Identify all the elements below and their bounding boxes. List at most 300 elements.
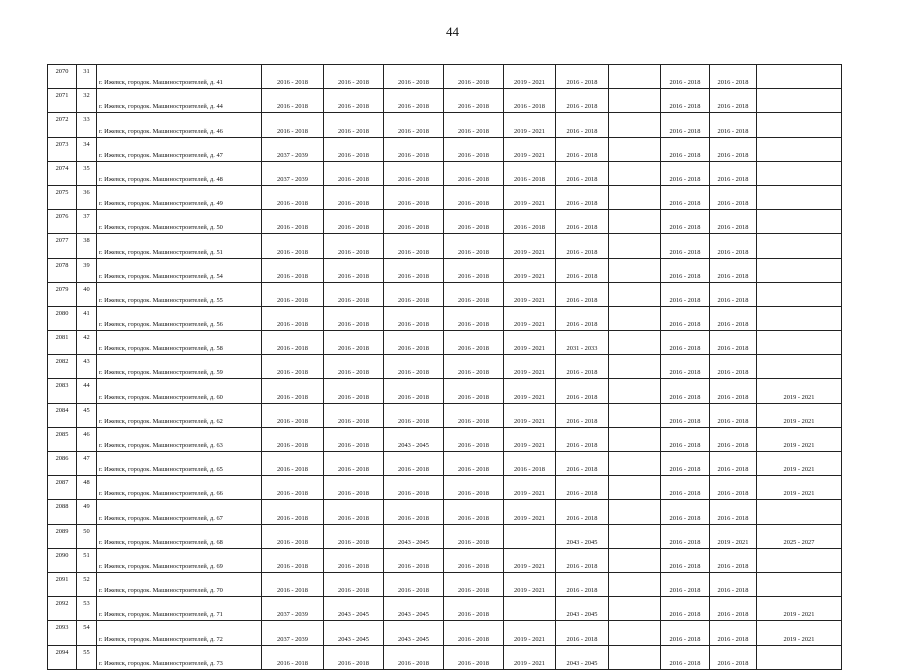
row-global-number: 2078 — [48, 258, 77, 282]
table-row — [48, 476, 842, 500]
building-address: г. Ижевск, городок. Машиностроителей, д. 41 — [97, 65, 262, 89]
repair-period-cell: 2016 - 2018 — [444, 234, 504, 258]
row-local-number: 43 — [77, 355, 97, 379]
building-address: г. Ижевск, городок. Машиностроителей, д. 73 — [97, 645, 262, 669]
building-address: г. Ижевск, городок. Машиностроителей, д. 65 — [97, 452, 262, 476]
repair-period-cell: 2016 - 2018 — [262, 355, 324, 379]
repair-period-cell: 2016 - 2018 — [661, 379, 710, 403]
repair-period-cell: 2037 - 2039 — [262, 161, 324, 185]
building-address: г. Ижевск, городок. Машиностроителей, д. 54 — [97, 258, 262, 282]
repair-period-cell — [757, 645, 842, 669]
repair-period-cell: 2016 - 2018 — [384, 89, 444, 113]
row-global-number: 2072 — [48, 113, 77, 137]
repair-period-cell: 2019 - 2021 — [504, 379, 556, 403]
repair-period-cell: 2016 - 2018 — [556, 185, 609, 209]
repair-period-cell: 2016 - 2018 — [384, 476, 444, 500]
repair-period-cell — [609, 427, 661, 451]
repair-period-cell: 2016 - 2018 — [661, 500, 710, 524]
repair-period-cell: 2019 - 2021 — [504, 113, 556, 137]
repair-period-cell — [504, 524, 556, 548]
table-row — [48, 572, 842, 596]
repair-period-cell: 2016 - 2018 — [556, 210, 609, 234]
row-global-number: 2073 — [48, 137, 77, 161]
row-global-number: 2074 — [48, 161, 77, 185]
table-row — [48, 65, 842, 89]
table-row — [48, 113, 842, 137]
repair-period-cell: 2019 - 2021 — [710, 524, 757, 548]
repair-period-cell: 2025 - 2027 — [757, 524, 842, 548]
row-global-number: 2094 — [48, 645, 77, 669]
row-global-number: 2093 — [48, 621, 77, 645]
repair-period-cell: 2016 - 2018 — [661, 331, 710, 355]
repair-period-cell: 2016 - 2018 — [444, 403, 504, 427]
repair-period-cell: 2016 - 2018 — [262, 452, 324, 476]
repair-period-cell: 2016 - 2018 — [556, 476, 609, 500]
repair-period-cell: 2016 - 2018 — [556, 89, 609, 113]
repair-period-cell: 2019 - 2021 — [504, 403, 556, 427]
repair-period-cell: 2016 - 2018 — [661, 137, 710, 161]
building-address: г. Ижевск, городок. Машиностроителей, д. 48 — [97, 161, 262, 185]
row-global-number: 2070 — [48, 65, 77, 89]
row-local-number: 31 — [77, 65, 97, 89]
repair-period-cell: 2016 - 2018 — [556, 161, 609, 185]
repair-period-cell: 2016 - 2018 — [324, 500, 384, 524]
repair-period-cell: 2016 - 2018 — [556, 113, 609, 137]
repair-period-cell: 2016 - 2018 — [324, 65, 384, 89]
repair-period-cell: 2016 - 2018 — [444, 427, 504, 451]
repair-period-cell: 2016 - 2018 — [444, 161, 504, 185]
building-address: г. Ижевск, городок. Машиностроителей, д. 58 — [97, 331, 262, 355]
repair-period-cell: 2016 - 2018 — [262, 65, 324, 89]
repair-period-cell: 2016 - 2018 — [384, 403, 444, 427]
row-global-number: 2086 — [48, 452, 77, 476]
repair-period-cell: 2016 - 2018 — [262, 331, 324, 355]
table-row — [48, 137, 842, 161]
repair-period-cell: 2016 - 2018 — [262, 234, 324, 258]
row-local-number: 49 — [77, 500, 97, 524]
repair-period-cell — [757, 258, 842, 282]
table-row — [48, 452, 842, 476]
repair-period-cell — [757, 331, 842, 355]
repair-period-cell: 2016 - 2018 — [324, 476, 384, 500]
repair-period-cell: 2019 - 2021 — [504, 427, 556, 451]
repair-period-cell: 2016 - 2018 — [384, 282, 444, 306]
repair-period-cell: 2016 - 2018 — [384, 234, 444, 258]
row-global-number: 2088 — [48, 500, 77, 524]
table-row — [48, 331, 842, 355]
repair-period-cell: 2016 - 2018 — [504, 452, 556, 476]
repair-period-cell: 2016 - 2018 — [324, 282, 384, 306]
repair-period-cell: 2019 - 2021 — [757, 452, 842, 476]
row-global-number: 2076 — [48, 210, 77, 234]
repair-period-cell: 2016 - 2018 — [384, 258, 444, 282]
repair-period-cell: 2016 - 2018 — [324, 452, 384, 476]
repair-period-cell: 2043 - 2045 — [324, 621, 384, 645]
repair-period-cell: 2016 - 2018 — [661, 476, 710, 500]
repair-period-cell — [757, 89, 842, 113]
repair-period-cell: 2016 - 2018 — [324, 379, 384, 403]
table-row — [48, 427, 842, 451]
row-local-number: 39 — [77, 258, 97, 282]
repair-period-cell: 2016 - 2018 — [710, 185, 757, 209]
repair-period-cell: 2016 - 2018 — [556, 427, 609, 451]
repair-period-cell: 2019 - 2021 — [504, 282, 556, 306]
repair-period-cell: 2019 - 2021 — [504, 621, 556, 645]
repair-period-cell: 2016 - 2018 — [661, 452, 710, 476]
repair-period-cell: 2037 - 2039 — [262, 597, 324, 621]
repair-period-cell: 2016 - 2018 — [262, 89, 324, 113]
repair-period-cell: 2016 - 2018 — [262, 500, 324, 524]
repair-period-cell: 2016 - 2018 — [324, 113, 384, 137]
repair-period-cell — [609, 161, 661, 185]
building-address: г. Ижевск, городок. Машиностроителей, д. 46 — [97, 113, 262, 137]
row-global-number: 2082 — [48, 355, 77, 379]
repair-period-cell: 2016 - 2018 — [556, 258, 609, 282]
row-global-number: 2075 — [48, 185, 77, 209]
repair-period-cell — [609, 645, 661, 669]
table-row — [48, 282, 842, 306]
table-row — [48, 500, 842, 524]
repair-period-cell: 2019 - 2021 — [504, 258, 556, 282]
repair-period-cell — [609, 572, 661, 596]
repair-period-cell: 2016 - 2018 — [661, 306, 710, 330]
row-local-number: 41 — [77, 306, 97, 330]
repair-period-cell: 2016 - 2018 — [556, 548, 609, 572]
repair-period-cell: 2043 - 2045 — [384, 597, 444, 621]
repair-period-cell: 2016 - 2018 — [710, 379, 757, 403]
repair-period-cell — [757, 282, 842, 306]
repair-period-cell: 2016 - 2018 — [661, 113, 710, 137]
repair-period-cell — [609, 65, 661, 89]
row-local-number: 34 — [77, 137, 97, 161]
repair-period-cell: 2016 - 2018 — [444, 331, 504, 355]
repair-period-cell: 2016 - 2018 — [324, 185, 384, 209]
repair-period-cell: 2016 - 2018 — [710, 234, 757, 258]
repair-period-cell — [757, 572, 842, 596]
row-local-number: 46 — [77, 427, 97, 451]
repair-period-cell — [609, 331, 661, 355]
repair-period-cell: 2016 - 2018 — [710, 572, 757, 596]
repair-period-cell: 2016 - 2018 — [710, 306, 757, 330]
repair-period-cell: 2016 - 2018 — [384, 645, 444, 669]
building-address: г. Ижевск, городок. Машиностроителей, д. 51 — [97, 234, 262, 258]
repair-period-cell: 2016 - 2018 — [661, 524, 710, 548]
repair-period-cell: 2016 - 2018 — [556, 379, 609, 403]
repair-period-cell: 2016 - 2018 — [444, 306, 504, 330]
repair-period-cell: 2031 - 2033 — [556, 331, 609, 355]
repair-period-cell: 2016 - 2018 — [556, 282, 609, 306]
row-local-number: 53 — [77, 597, 97, 621]
repair-period-cell — [609, 403, 661, 427]
repair-period-cell: 2016 - 2018 — [384, 161, 444, 185]
repair-period-cell: 2016 - 2018 — [262, 258, 324, 282]
table-row — [48, 548, 842, 572]
repair-period-cell: 2016 - 2018 — [262, 306, 324, 330]
row-local-number: 38 — [77, 234, 97, 258]
repair-period-cell: 2016 - 2018 — [710, 403, 757, 427]
repair-period-cell: 2037 - 2039 — [262, 137, 324, 161]
repair-period-cell: 2019 - 2021 — [757, 621, 842, 645]
building-address: г. Ижевск, городок. Машиностроителей, д. 63 — [97, 427, 262, 451]
repair-period-cell: 2019 - 2021 — [504, 234, 556, 258]
repair-period-cell — [609, 452, 661, 476]
repair-period-cell — [757, 185, 842, 209]
building-address: г. Ижевск, городок. Машиностроителей, д. 56 — [97, 306, 262, 330]
repair-period-cell: 2016 - 2018 — [661, 621, 710, 645]
repair-period-cell: 2016 - 2018 — [444, 476, 504, 500]
repair-period-cell: 2016 - 2018 — [324, 331, 384, 355]
repair-period-cell: 2016 - 2018 — [661, 427, 710, 451]
repair-period-cell: 2043 - 2045 — [556, 524, 609, 548]
building-address: г. Ижевск, городок. Машиностроителей, д. 44 — [97, 89, 262, 113]
repair-period-cell: 2016 - 2018 — [324, 572, 384, 596]
repair-period-cell: 2016 - 2018 — [556, 306, 609, 330]
repair-period-cell: 2019 - 2021 — [504, 185, 556, 209]
repair-period-cell: 2016 - 2018 — [262, 548, 324, 572]
repair-period-cell: 2016 - 2018 — [324, 306, 384, 330]
table-row — [48, 403, 842, 427]
repair-period-cell: 2019 - 2021 — [504, 65, 556, 89]
repair-period-cell: 2016 - 2018 — [710, 476, 757, 500]
repair-period-cell: 2016 - 2018 — [444, 621, 504, 645]
repair-period-cell — [609, 548, 661, 572]
repair-period-cell: 2016 - 2018 — [710, 621, 757, 645]
repair-period-cell: 2016 - 2018 — [324, 355, 384, 379]
repair-period-cell: 2019 - 2021 — [757, 427, 842, 451]
repair-period-cell: 2043 - 2045 — [384, 621, 444, 645]
row-local-number: 48 — [77, 476, 97, 500]
repair-period-cell — [757, 137, 842, 161]
repair-period-cell: 2016 - 2018 — [504, 89, 556, 113]
repair-period-cell — [609, 137, 661, 161]
table-row — [48, 210, 842, 234]
table-row — [48, 597, 842, 621]
repair-period-cell — [757, 210, 842, 234]
repair-period-cell — [757, 548, 842, 572]
repair-period-cell: 2016 - 2018 — [444, 137, 504, 161]
repair-period-cell: 2016 - 2018 — [661, 65, 710, 89]
building-address: г. Ижевск, городок. Машиностроителей, д. 68 — [97, 524, 262, 548]
repair-period-cell: 2016 - 2018 — [710, 137, 757, 161]
repair-period-cell: 2037 - 2039 — [262, 621, 324, 645]
table-row — [48, 355, 842, 379]
repair-period-cell: 2016 - 2018 — [262, 282, 324, 306]
repair-period-cell: 2016 - 2018 — [262, 645, 324, 669]
row-global-number: 2077 — [48, 234, 77, 258]
row-local-number: 40 — [77, 282, 97, 306]
repair-period-cell: 2019 - 2021 — [504, 476, 556, 500]
repair-period-cell: 2016 - 2018 — [384, 306, 444, 330]
repair-period-cell: 2016 - 2018 — [710, 645, 757, 669]
repair-period-cell: 2016 - 2018 — [710, 210, 757, 234]
repair-period-cell: 2016 - 2018 — [324, 524, 384, 548]
repair-period-cell: 2019 - 2021 — [504, 572, 556, 596]
repair-period-cell: 2016 - 2018 — [262, 403, 324, 427]
repair-period-cell: 2016 - 2018 — [661, 234, 710, 258]
repair-period-cell: 2016 - 2018 — [324, 258, 384, 282]
repair-period-cell: 2019 - 2021 — [757, 403, 842, 427]
repair-period-cell: 2043 - 2045 — [384, 524, 444, 548]
repair-period-cell — [609, 210, 661, 234]
repair-period-cell: 2016 - 2018 — [324, 137, 384, 161]
repair-period-cell: 2016 - 2018 — [556, 65, 609, 89]
row-local-number: 47 — [77, 452, 97, 476]
repair-period-cell: 2019 - 2021 — [504, 355, 556, 379]
repair-period-cell: 2043 - 2045 — [324, 597, 384, 621]
repair-period-cell: 2016 - 2018 — [262, 210, 324, 234]
repair-period-cell — [609, 89, 661, 113]
repair-period-cell — [757, 355, 842, 379]
repair-period-cell: 2016 - 2018 — [710, 65, 757, 89]
repair-period-cell: 2016 - 2018 — [710, 331, 757, 355]
row-global-number: 2083 — [48, 379, 77, 403]
repair-period-cell: 2016 - 2018 — [262, 427, 324, 451]
repair-period-cell: 2016 - 2018 — [384, 210, 444, 234]
row-global-number: 2081 — [48, 331, 77, 355]
row-local-number: 54 — [77, 621, 97, 645]
repair-period-cell: 2016 - 2018 — [504, 161, 556, 185]
repair-period-cell — [609, 282, 661, 306]
row-global-number: 2089 — [48, 524, 77, 548]
repair-period-cell: 2016 - 2018 — [262, 379, 324, 403]
repair-period-cell: 2016 - 2018 — [384, 331, 444, 355]
repair-period-cell — [757, 234, 842, 258]
building-address: г. Ижевск, городок. Машиностроителей, д. 72 — [97, 621, 262, 645]
repair-period-cell — [609, 306, 661, 330]
table-row — [48, 306, 842, 330]
repair-period-cell: 2016 - 2018 — [556, 355, 609, 379]
repair-period-cell: 2016 - 2018 — [444, 379, 504, 403]
repair-period-cell: 2016 - 2018 — [661, 597, 710, 621]
repair-period-cell: 2016 - 2018 — [384, 185, 444, 209]
repair-period-cell — [757, 113, 842, 137]
repair-period-cell — [609, 258, 661, 282]
table-row — [48, 258, 842, 282]
repair-period-cell: 2016 - 2018 — [384, 65, 444, 89]
building-address: г. Ижевск, городок. Машиностроителей, д. 55 — [97, 282, 262, 306]
repair-period-cell: 2016 - 2018 — [661, 89, 710, 113]
table-row — [48, 185, 842, 209]
row-local-number: 36 — [77, 185, 97, 209]
repair-period-cell — [609, 476, 661, 500]
repair-period-cell: 2016 - 2018 — [444, 258, 504, 282]
row-local-number: 32 — [77, 89, 97, 113]
building-address: г. Ижевск, городок. Машиностроителей, д. 69 — [97, 548, 262, 572]
repair-period-cell: 2043 - 2045 — [556, 597, 609, 621]
building-address: г. Ижевск, городок. Машиностроителей, д. 49 — [97, 185, 262, 209]
repair-period-cell: 2016 - 2018 — [444, 500, 504, 524]
repair-period-cell: 2016 - 2018 — [710, 113, 757, 137]
repair-period-cell — [609, 524, 661, 548]
row-global-number: 2079 — [48, 282, 77, 306]
repair-period-cell: 2016 - 2018 — [710, 161, 757, 185]
row-global-number: 2090 — [48, 548, 77, 572]
row-local-number: 33 — [77, 113, 97, 137]
repair-period-cell: 2016 - 2018 — [710, 548, 757, 572]
repair-period-cell: 2016 - 2018 — [324, 427, 384, 451]
building-address: г. Ижевск, городок. Машиностроителей, д. 50 — [97, 210, 262, 234]
repair-period-cell: 2016 - 2018 — [661, 210, 710, 234]
repair-period-cell: 2016 - 2018 — [556, 452, 609, 476]
repair-period-cell — [504, 597, 556, 621]
repair-period-cell: 2019 - 2021 — [504, 306, 556, 330]
repair-period-cell: 2016 - 2018 — [324, 161, 384, 185]
repair-period-cell: 2016 - 2018 — [556, 137, 609, 161]
repair-period-cell: 2016 - 2018 — [444, 355, 504, 379]
repair-period-cell: 2016 - 2018 — [661, 572, 710, 596]
repair-period-cell: 2016 - 2018 — [384, 572, 444, 596]
repair-period-cell: 2016 - 2018 — [710, 258, 757, 282]
repair-period-cell: 2016 - 2018 — [710, 282, 757, 306]
repair-period-cell: 2019 - 2021 — [504, 137, 556, 161]
repair-period-cell: 2016 - 2018 — [556, 500, 609, 524]
repair-period-cell: 2019 - 2021 — [504, 645, 556, 669]
repair-period-cell: 2016 - 2018 — [444, 597, 504, 621]
repair-period-cell: 2016 - 2018 — [661, 645, 710, 669]
repair-period-cell: 2016 - 2018 — [384, 113, 444, 137]
repair-period-cell: 2016 - 2018 — [384, 452, 444, 476]
building-address: г. Ижевск, городок. Машиностроителей, д. 47 — [97, 137, 262, 161]
row-global-number: 2092 — [48, 597, 77, 621]
repair-period-cell — [609, 113, 661, 137]
repair-period-cell: 2016 - 2018 — [710, 500, 757, 524]
repair-period-cell: 2016 - 2018 — [710, 597, 757, 621]
repair-period-cell: 2016 - 2018 — [444, 113, 504, 137]
building-address: г. Ижевск, городок. Машиностроителей, д. 59 — [97, 355, 262, 379]
repair-period-cell: 2019 - 2021 — [757, 597, 842, 621]
building-address: г. Ижевск, городок. Машиностроителей, д. 70 — [97, 572, 262, 596]
building-address: г. Ижевск, городок. Машиностроителей, д. 67 — [97, 500, 262, 524]
repair-period-cell: 2016 - 2018 — [444, 548, 504, 572]
building-address: г. Ижевск, городок. Машиностроителей, д. 62 — [97, 403, 262, 427]
row-global-number: 2071 — [48, 89, 77, 113]
repair-period-cell: 2016 - 2018 — [324, 89, 384, 113]
repair-period-cell: 2016 - 2018 — [262, 524, 324, 548]
repair-period-cell: 2016 - 2018 — [556, 234, 609, 258]
row-local-number: 35 — [77, 161, 97, 185]
repair-period-cell: 2016 - 2018 — [262, 572, 324, 596]
repair-period-cell: 2016 - 2018 — [556, 621, 609, 645]
repair-period-cell: 2016 - 2018 — [504, 210, 556, 234]
repair-period-cell: 2016 - 2018 — [710, 355, 757, 379]
building-address: г. Ижевск, городок. Машиностроителей, д. 66 — [97, 476, 262, 500]
repair-period-cell: 2016 - 2018 — [710, 427, 757, 451]
table-row — [48, 621, 842, 645]
repair-period-cell: 2019 - 2021 — [504, 331, 556, 355]
repair-period-cell: 2016 - 2018 — [444, 645, 504, 669]
repair-period-cell: 2016 - 2018 — [324, 234, 384, 258]
repair-period-cell: 2016 - 2018 — [384, 548, 444, 572]
repair-schedule-table — [47, 64, 842, 670]
repair-period-cell: 2016 - 2018 — [444, 210, 504, 234]
repair-period-cell: 2016 - 2018 — [444, 452, 504, 476]
table-row — [48, 379, 842, 403]
table-row — [48, 161, 842, 185]
repair-period-cell: 2016 - 2018 — [661, 403, 710, 427]
repair-period-cell — [609, 185, 661, 209]
row-global-number: 2091 — [48, 572, 77, 596]
table-row — [48, 645, 842, 669]
repair-period-cell — [757, 65, 842, 89]
repair-period-cell — [757, 306, 842, 330]
repair-period-cell: 2019 - 2021 — [757, 476, 842, 500]
repair-period-cell: 2016 - 2018 — [661, 355, 710, 379]
row-global-number: 2080 — [48, 306, 77, 330]
table-body — [48, 65, 842, 670]
repair-period-cell: 2016 - 2018 — [444, 65, 504, 89]
repair-period-cell: 2016 - 2018 — [661, 548, 710, 572]
repair-period-cell — [609, 500, 661, 524]
